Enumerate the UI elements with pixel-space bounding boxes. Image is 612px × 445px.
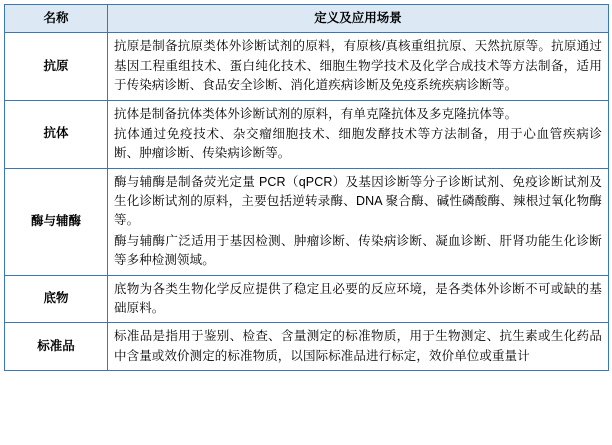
column-header-name: 名称 [5,5,108,33]
definition-paragraph: 抗体通过免疫技术、杂交瘤细胞技术、细胞发酵技术等方法制备，用于心血管疾病诊断、肿瘤诊断、传染病诊断等。 [114,126,602,161]
table-row [5,168,609,275]
definition-paragraph: 酶与辅酶是制备荧光定量 PCR（qPCR）及基因诊断等分子诊断试剂、免疫诊断试剂及生化诊断试剂的原料，主要包括逆转录酶、DNA 聚合酶、碱性磷酸酶、辣根过氧化物酶等。 [114,174,602,228]
row-definition-antigen [108,33,609,100]
row-name-antibody: 抗体 [5,100,108,168]
definition-table [4,4,609,371]
table-body [5,33,609,371]
definition-paragraph: 抗原是制备抗原类体外诊断试剂的原料，有原核/真核重组抗原、天然抗原等。抗原通过基因工程重组技术、蛋白纯化技术、细胞生物学技术及化学合成技术等方法制备，适用于传染病诊断、食品安全诊断、消化道疾病诊断及免疫系统疾病诊断等。 [114,39,602,93]
row-definition-substrate [108,275,609,323]
table-row [5,323,609,371]
row-name-substrate: 底物 [5,275,108,323]
definition-paragraph: 抗体是制备抗体类体外诊断试剂的原料，有单克隆抗体及多克隆抗体等。 [114,106,518,121]
row-definition-standard [108,323,609,371]
table-header [5,5,609,33]
definition-paragraph: 底物为各类生物化学反应提供了稳定且必要的反应环境，是各类体外诊断不可或缺的基础原料。 [114,281,602,315]
column-header-definition: 定义及应用场景 [108,5,609,33]
table-row [5,100,609,168]
row-definition-antibody [108,100,609,168]
table-header-row [5,5,609,33]
definition-paragraph: 酶与辅酶广泛适用于基因检测、肿瘤诊断、传染病诊断、凝血诊断、肝肾功能生化诊断等多种检测领域。 [114,233,602,268]
row-name-standard: 标准品 [5,323,108,371]
definition-paragraph: 标准品是指用于鉴别、检查、含量测定的标准物质，用于生物测定、抗生素或生化药品中含量或效价测定的标准物质，以国际标准品进行标定，效价单位或重量计 [114,329,602,363]
row-name-antigen: 抗原 [5,33,108,100]
table-row [5,33,609,100]
table-row [5,275,609,323]
row-definition-enzyme-coenzyme [108,168,609,275]
row-name-enzyme-coenzyme: 酶与辅酶 [5,168,108,275]
